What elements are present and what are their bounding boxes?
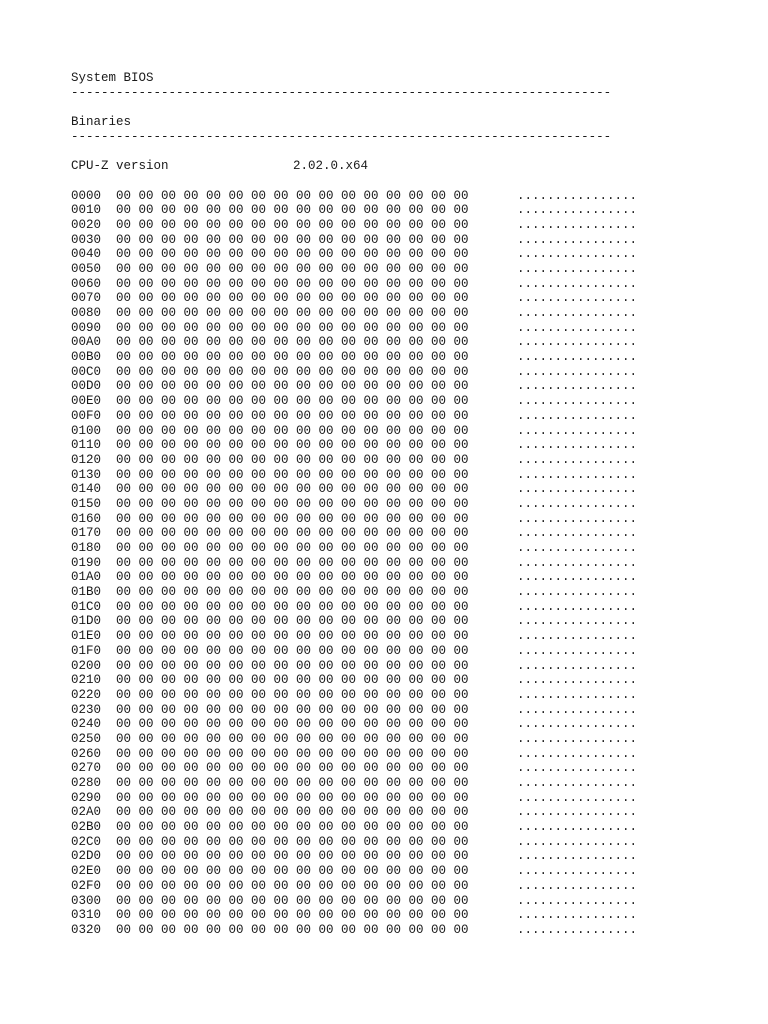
- hex-bytes: 00 00 00 00 00 00 00 00 00 00 00 00 00 00 00 00: [116, 306, 469, 320]
- hex-row: [71, 321, 751, 336]
- hex-ascii: ................: [517, 217, 638, 232]
- hex-offset: 0070: [71, 291, 102, 306]
- hex-ascii: ................: [517, 555, 638, 570]
- hex-bytes: 00 00 00 00 00 00 00 00 00 00 00 00 00 00 00 00: [116, 408, 469, 423]
- hex-ascii: ................: [517, 261, 638, 276]
- hex-bytes: 00 00 00 00 00 00 00 00 00 00 00 00 00 00 00 00: [116, 585, 469, 600]
- hex-offset: 0260: [71, 746, 102, 761]
- hex-ascii: ................: [517, 452, 638, 467]
- hex-row: [71, 776, 751, 791]
- hex-offset: 0100: [71, 423, 102, 438]
- hex-row: [71, 203, 751, 218]
- hex-offset: 0020: [71, 217, 102, 232]
- hex-ascii: ................: [517, 188, 638, 203]
- hex-offset: 00B0: [71, 350, 102, 365]
- hex-row: [71, 468, 751, 483]
- spacer: [71, 174, 751, 189]
- hex-offset: 00C0: [71, 364, 102, 379]
- hex-row: [71, 365, 751, 380]
- hex-offset: 01E0: [71, 629, 102, 644]
- hex-row: [71, 923, 751, 938]
- hex-ascii: ................: [517, 864, 638, 879]
- hex-offset: 00D0: [71, 379, 102, 394]
- hex-ascii: ................: [517, 335, 638, 350]
- hex-ascii: ................: [517, 511, 638, 526]
- hex-ascii: ................: [517, 731, 638, 746]
- hex-row: [71, 703, 751, 718]
- hex-ascii: ................: [517, 629, 638, 644]
- hex-offset: 0160: [71, 511, 102, 526]
- hex-offset: 0040: [71, 247, 102, 262]
- hex-row: [71, 247, 751, 262]
- hex-offset: 0300: [71, 893, 102, 908]
- hex-ascii: ................: [517, 203, 638, 218]
- hex-bytes: 00 00 00 00 00 00 00 00 00 00 00 00 00 00 00 00: [116, 629, 469, 644]
- hex-row: [71, 335, 751, 350]
- hex-offset: 0320: [71, 922, 102, 937]
- hex-bytes: 00 00 00 00 00 00 00 00 00 00 00 00 00 00 00 00: [116, 511, 469, 526]
- hex-ascii: ................: [517, 482, 638, 497]
- hex-ascii: ................: [517, 247, 638, 262]
- hex-bytes: 00 00 00 00 00 00 00 00 00 00 00 00 00 00 00 00: [116, 438, 469, 453]
- hex-row: [71, 761, 751, 776]
- hex-bytes: 00 00 00 00 00 00 00 00 00 00 00 00 00 00 00 00: [116, 203, 469, 218]
- hex-offset: 0120: [71, 452, 102, 467]
- hex-offset: 0150: [71, 496, 102, 511]
- hex-ascii: ................: [517, 893, 638, 908]
- hex-ascii: ................: [517, 599, 638, 614]
- hex-offset: 0190: [71, 555, 102, 570]
- hex-ascii: ................: [517, 585, 638, 600]
- hex-offset: 01B0: [71, 585, 102, 600]
- hex-offset: 01F0: [71, 643, 102, 658]
- spacer: [71, 144, 751, 159]
- hex-offset: 02F0: [71, 878, 102, 893]
- hex-bytes: 00 00 00 00 00 00 00 00 00 00 00 00 00 00 00 00: [116, 291, 469, 306]
- hex-bytes: 00 00 00 00 00 00 00 00 00 00 00 00 00 00 00 00: [116, 717, 469, 732]
- hex-ascii: ................: [517, 276, 638, 291]
- hex-offset: 0220: [71, 687, 102, 702]
- hex-row: [71, 424, 751, 439]
- hex-bytes: 00 00 00 00 00 00 00 00 00 00 00 00 00 00 00 00: [116, 643, 469, 658]
- hex-row: [71, 541, 751, 556]
- hex-row: [71, 629, 751, 644]
- hex-ascii: ................: [517, 820, 638, 835]
- version-key: CPU-Z version: [71, 159, 169, 174]
- hex-row: [71, 306, 751, 321]
- hex-bytes: 00 00 00 00 00 00 00 00 00 00 00 00 00 00 00 00: [116, 320, 469, 335]
- hex-bytes: 00 00 00 00 00 00 00 00 00 00 00 00 00 00 00 00: [116, 350, 469, 365]
- hex-row: [71, 453, 751, 468]
- hex-ascii: ................: [517, 717, 638, 732]
- hex-offset: 0000: [71, 188, 102, 203]
- hex-bytes: 00 00 00 00 00 00 00 00 00 00 00 00 00 00 00 00: [116, 820, 469, 835]
- hex-row: [71, 908, 751, 923]
- hex-ascii: ................: [517, 878, 638, 893]
- hex-row: [71, 659, 751, 674]
- hex-ascii: ................: [517, 922, 638, 937]
- hex-offset: 0140: [71, 482, 102, 497]
- hex-bytes: 00 00 00 00 00 00 00 00 00 00 00 00 00 00 00 00: [116, 761, 469, 776]
- hex-row: [71, 291, 751, 306]
- hex-bytes: 00 00 00 00 00 00 00 00 00 00 00 00 00 00 00 00: [116, 893, 469, 908]
- hex-offset: 0130: [71, 467, 102, 482]
- hex-row: [71, 512, 751, 527]
- hex-ascii: ................: [517, 467, 638, 482]
- hex-row: [71, 614, 751, 629]
- subsection-divider: ------------------------------------------------------------------------: [71, 129, 612, 144]
- hex-offset: 01C0: [71, 599, 102, 614]
- hex-bytes: 00 00 00 00 00 00 00 00 00 00 00 00 00 00 00 00: [116, 834, 469, 849]
- hex-bytes: 00 00 00 00 00 00 00 00 00 00 00 00 00 00 00 00: [116, 496, 469, 511]
- hex-ascii: ................: [517, 438, 638, 453]
- hex-row: [71, 218, 751, 233]
- hex-dump: [71, 189, 751, 938]
- hex-offset: 00E0: [71, 394, 102, 409]
- hex-bytes: 00 00 00 00 00 00 00 00 00 00 00 00 00 00 00 00: [116, 805, 469, 820]
- hex-row: [71, 835, 751, 850]
- hex-ascii: ................: [517, 526, 638, 541]
- hex-bytes: 00 00 00 00 00 00 00 00 00 00 00 00 00 00 00 00: [116, 878, 469, 893]
- hex-offset: 0090: [71, 320, 102, 335]
- hex-offset: 0230: [71, 702, 102, 717]
- version-row: [71, 159, 751, 174]
- hex-offset: 0200: [71, 658, 102, 673]
- hex-row: [71, 409, 751, 424]
- hex-row: [71, 570, 751, 585]
- hex-row: [71, 732, 751, 747]
- hex-offset: 02E0: [71, 864, 102, 879]
- hex-row: [71, 805, 751, 820]
- hex-bytes: 00 00 00 00 00 00 00 00 00 00 00 00 00 00 00 00: [116, 673, 469, 688]
- hex-row: [71, 277, 751, 292]
- hex-offset: 0210: [71, 673, 102, 688]
- hex-offset: 0030: [71, 232, 102, 247]
- hex-offset: 00F0: [71, 408, 102, 423]
- hex-row: [71, 879, 751, 894]
- hex-bytes: 00 00 00 00 00 00 00 00 00 00 00 00 00 00 00 00: [116, 335, 469, 350]
- hex-offset: 02C0: [71, 834, 102, 849]
- hex-bytes: 00 00 00 00 00 00 00 00 00 00 00 00 00 00 00 00: [116, 188, 469, 203]
- hex-offset: 00A0: [71, 335, 102, 350]
- hex-ascii: ................: [517, 350, 638, 365]
- hex-row: [71, 820, 751, 835]
- hex-bytes: 00 00 00 00 00 00 00 00 00 00 00 00 00 00 00 00: [116, 526, 469, 541]
- hex-offset: 02D0: [71, 849, 102, 864]
- hex-row: [71, 556, 751, 571]
- hex-bytes: 00 00 00 00 00 00 00 00 00 00 00 00 00 00 00 00: [116, 555, 469, 570]
- hex-row: [71, 482, 751, 497]
- hex-bytes: 00 00 00 00 00 00 00 00 00 00 00 00 00 00 00 00: [116, 394, 469, 409]
- hex-offset: 02A0: [71, 805, 102, 820]
- hex-ascii: ................: [517, 408, 638, 423]
- hex-bytes: 00 00 00 00 00 00 00 00 00 00 00 00 00 00 00 00: [116, 276, 469, 291]
- report-page: [71, 71, 751, 938]
- hex-ascii: ................: [517, 541, 638, 555]
- hex-bytes: 00 00 00 00 00 00 00 00 00 00 00 00 00 00 00 00: [116, 922, 469, 937]
- hex-offset: 0180: [71, 541, 102, 555]
- hex-row: [71, 791, 751, 806]
- hex-ascii: ................: [517, 423, 638, 438]
- hex-bytes: 00 00 00 00 00 00 00 00 00 00 00 00 00 00 00 00: [116, 702, 469, 717]
- hex-ascii: ................: [517, 291, 638, 306]
- hex-ascii: ................: [517, 379, 638, 394]
- hex-ascii: ................: [517, 496, 638, 511]
- hex-row: [71, 438, 751, 453]
- subsection-title: Binaries: [71, 115, 132, 130]
- hex-bytes: 00 00 00 00 00 00 00 00 00 00 00 00 00 00 00 00: [116, 423, 469, 438]
- hex-row: [71, 379, 751, 394]
- hex-bytes: 00 00 00 00 00 00 00 00 00 00 00 00 00 00 00 00: [116, 261, 469, 276]
- hex-offset: 01A0: [71, 570, 102, 585]
- hex-row: [71, 350, 751, 365]
- hex-row: [71, 849, 751, 864]
- hex-ascii: ................: [517, 614, 638, 629]
- hex-bytes: 00 00 00 00 00 00 00 00 00 00 00 00 00 00 00 00: [116, 790, 469, 805]
- hex-ascii: ................: [517, 761, 638, 776]
- hex-row: [71, 262, 751, 277]
- hex-offset: 0290: [71, 790, 102, 805]
- hex-offset: 0250: [71, 731, 102, 746]
- hex-bytes: 00 00 00 00 00 00 00 00 00 00 00 00 00 00 00 00: [116, 614, 469, 629]
- hex-ascii: ................: [517, 232, 638, 247]
- hex-bytes: 00 00 00 00 00 00 00 00 00 00 00 00 00 00 00 00: [116, 482, 469, 497]
- hex-bytes: 00 00 00 00 00 00 00 00 00 00 00 00 00 00 00 00: [116, 864, 469, 879]
- hex-bytes: 00 00 00 00 00 00 00 00 00 00 00 00 00 00 00 00: [116, 731, 469, 746]
- hex-row: [71, 526, 751, 541]
- hex-bytes: 00 00 00 00 00 00 00 00 00 00 00 00 00 00 00 00: [116, 232, 469, 247]
- hex-offset: 0110: [71, 438, 102, 453]
- hex-row: [71, 233, 751, 248]
- hex-row: [71, 644, 751, 659]
- hex-row: [71, 747, 751, 762]
- hex-ascii: ................: [517, 673, 638, 688]
- hex-ascii: ................: [517, 805, 638, 820]
- hex-ascii: ................: [517, 364, 638, 379]
- hex-bytes: 00 00 00 00 00 00 00 00 00 00 00 00 00 00 00 00: [116, 776, 469, 790]
- hex-ascii: ................: [517, 746, 638, 761]
- hex-row: [71, 894, 751, 909]
- hex-offset: 02B0: [71, 820, 102, 835]
- hex-ascii: ................: [517, 776, 638, 790]
- hex-ascii: ................: [517, 834, 638, 849]
- hex-row: [71, 189, 751, 204]
- hex-offset: 0060: [71, 276, 102, 291]
- hex-bytes: 00 00 00 00 00 00 00 00 00 00 00 00 00 00 00 00: [116, 467, 469, 482]
- hex-row: [71, 497, 751, 512]
- hex-offset: 0010: [71, 203, 102, 218]
- hex-row: [71, 688, 751, 703]
- hex-row: [71, 673, 751, 688]
- hex-ascii: ................: [517, 687, 638, 702]
- hex-row: [71, 717, 751, 732]
- hex-ascii: ................: [517, 908, 638, 923]
- hex-ascii: ................: [517, 658, 638, 673]
- hex-ascii: ................: [517, 394, 638, 409]
- hex-offset: 0280: [71, 776, 102, 790]
- hex-offset: 01D0: [71, 614, 102, 629]
- hex-bytes: 00 00 00 00 00 00 00 00 00 00 00 00 00 00 00 00: [116, 217, 469, 232]
- hex-offset: 0270: [71, 761, 102, 776]
- hex-row: [71, 600, 751, 615]
- hex-bytes: 00 00 00 00 00 00 00 00 00 00 00 00 00 00 00 00: [116, 379, 469, 394]
- version-value: 2.02.0.x64: [293, 159, 369, 174]
- hex-offset: 0240: [71, 717, 102, 732]
- hex-bytes: 00 00 00 00 00 00 00 00 00 00 00 00 00 00 00 00: [116, 541, 469, 555]
- hex-row: [71, 394, 751, 409]
- hex-bytes: 00 00 00 00 00 00 00 00 00 00 00 00 00 00 00 00: [116, 687, 469, 702]
- hex-bytes: 00 00 00 00 00 00 00 00 00 00 00 00 00 00 00 00: [116, 247, 469, 262]
- hex-bytes: 00 00 00 00 00 00 00 00 00 00 00 00 00 00 00 00: [116, 570, 469, 585]
- section-divider: ------------------------------------------------------------------------: [71, 85, 612, 100]
- hex-ascii: ................: [517, 306, 638, 320]
- hex-offset: 0310: [71, 908, 102, 923]
- hex-offset: 0050: [71, 261, 102, 276]
- hex-ascii: ................: [517, 643, 638, 658]
- hex-bytes: 00 00 00 00 00 00 00 00 00 00 00 00 00 00 00 00: [116, 452, 469, 467]
- hex-bytes: 00 00 00 00 00 00 00 00 00 00 00 00 00 00 00 00: [116, 746, 469, 761]
- hex-ascii: ................: [517, 790, 638, 805]
- section-title: System BIOS: [71, 71, 154, 85]
- hex-bytes: 00 00 00 00 00 00 00 00 00 00 00 00 00 00 00 00: [116, 849, 469, 864]
- hex-offset: 0080: [71, 306, 102, 320]
- hex-bytes: 00 00 00 00 00 00 00 00 00 00 00 00 00 00 00 00: [116, 908, 469, 923]
- hex-bytes: 00 00 00 00 00 00 00 00 00 00 00 00 00 00 00 00: [116, 658, 469, 673]
- hex-ascii: ................: [517, 320, 638, 335]
- hex-bytes: 00 00 00 00 00 00 00 00 00 00 00 00 00 00 00 00: [116, 599, 469, 614]
- hex-row: [71, 585, 751, 600]
- hex-row: [71, 864, 751, 879]
- hex-ascii: ................: [517, 570, 638, 585]
- spacer: [71, 100, 751, 115]
- hex-ascii: ................: [517, 702, 638, 717]
- hex-offset: 0170: [71, 526, 102, 541]
- hex-ascii: ................: [517, 849, 638, 864]
- hex-bytes: 00 00 00 00 00 00 00 00 00 00 00 00 00 00 00 00: [116, 364, 469, 379]
